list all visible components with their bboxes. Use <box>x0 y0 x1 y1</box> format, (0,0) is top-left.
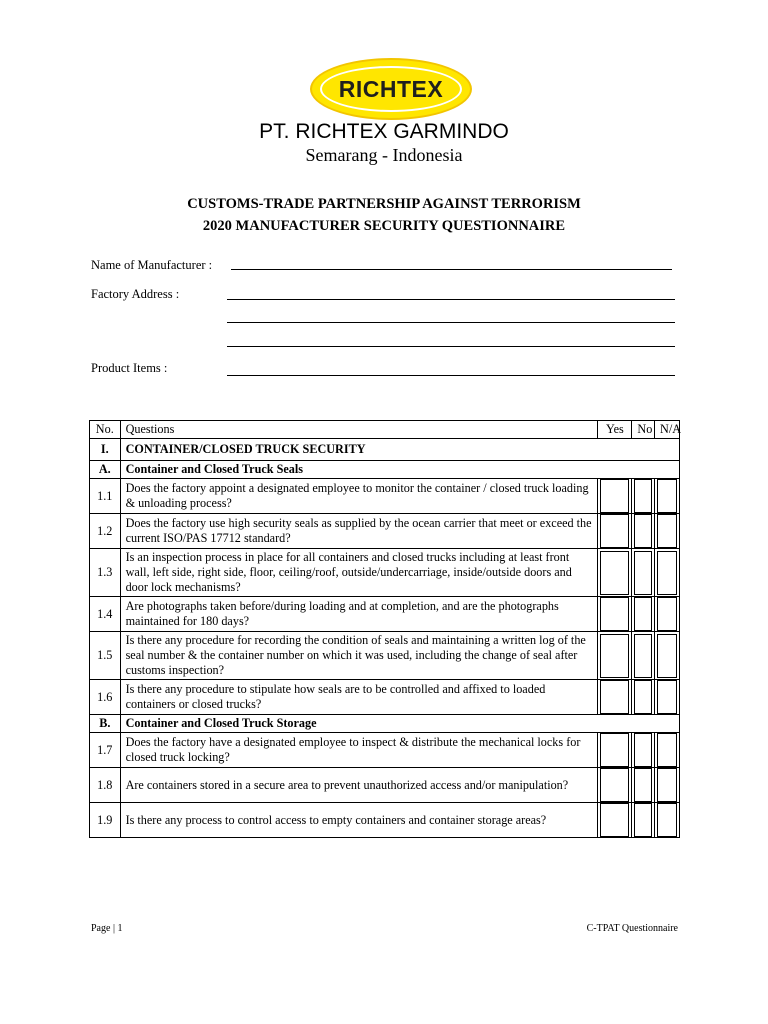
subsection-number: B. <box>90 715 121 733</box>
document-title-line1: CUSTOMS-TRADE PARTNERSHIP AGAINST TERRORISM <box>187 196 581 212</box>
na-checkbox[interactable] <box>655 768 680 803</box>
question-row <box>90 514 680 549</box>
document-footer-name: C-TPAT Questionnaire <box>586 923 678 934</box>
question-number: 1.2 <box>90 514 121 549</box>
company-location: Semarang - Indonesia <box>305 145 463 165</box>
yes-checkbox[interactable] <box>598 597 632 632</box>
na-checkbox[interactable] <box>655 680 680 715</box>
company-logo <box>310 58 472 120</box>
yes-checkbox[interactable] <box>598 514 632 549</box>
header-no-answer: No <box>632 421 655 439</box>
question-row <box>90 680 680 715</box>
header-yes: Yes <box>598 421 632 439</box>
no-checkbox[interactable] <box>632 549 655 597</box>
yes-checkbox[interactable] <box>598 768 632 803</box>
subsection-row <box>90 715 680 733</box>
subsection-row <box>90 461 680 479</box>
product-label: Product Items : <box>91 361 168 375</box>
company-name: PT. RICHTEX GARMINDO <box>259 120 509 143</box>
questionnaire-table <box>89 420 680 838</box>
question-number: 1.7 <box>90 733 121 768</box>
no-checkbox[interactable] <box>632 768 655 803</box>
question-row <box>90 733 680 768</box>
question-text: Are containers stored in a secure area to prevent unauthorized access and/or manipulation? <box>120 768 598 803</box>
question-number: 1.8 <box>90 768 121 803</box>
subsection-title: Container and Closed Truck Seals <box>120 461 679 479</box>
section-title: CONTAINER/CLOSED TRUCK SECURITY <box>120 439 679 461</box>
no-checkbox[interactable] <box>632 803 655 838</box>
page-number: Page | 1 <box>91 923 123 934</box>
no-checkbox[interactable] <box>632 733 655 768</box>
na-checkbox[interactable] <box>655 733 680 768</box>
na-checkbox[interactable] <box>655 549 680 597</box>
na-checkbox[interactable] <box>655 632 680 680</box>
no-checkbox[interactable] <box>632 597 655 632</box>
manufacturer-field[interactable] <box>231 269 672 270</box>
yes-checkbox[interactable] <box>598 549 632 597</box>
question-number: 1.9 <box>90 803 121 838</box>
address-field-line2[interactable] <box>227 322 675 323</box>
question-row <box>90 479 680 514</box>
address-label: Factory Address : <box>91 287 180 301</box>
product-field[interactable] <box>227 375 675 376</box>
subsection-title: Container and Closed Truck Storage <box>120 715 679 733</box>
question-row <box>90 803 680 838</box>
question-number: 1.4 <box>90 597 121 632</box>
section-number: I. <box>90 439 121 461</box>
subsection-number: A. <box>90 461 121 479</box>
header-na: N/A <box>655 421 680 439</box>
question-row <box>90 768 680 803</box>
question-number: 1.3 <box>90 549 121 597</box>
table-header-row <box>90 421 680 439</box>
question-text: Does the factory have a designated employee to inspect & distribute the mechanical locks for closed truck locking? <box>120 733 598 768</box>
question-text: Is there any procedure for recording the condition of seals and maintaining a written log of the seal number & the container number on which it was used, including the change of seal after customs inspection? <box>120 632 598 680</box>
question-text: Is there any process to control access to empty containers and container storage areas? <box>120 803 598 838</box>
yes-checkbox[interactable] <box>598 733 632 768</box>
yes-checkbox[interactable] <box>598 680 632 715</box>
na-checkbox[interactable] <box>655 597 680 632</box>
address-field-line1[interactable] <box>227 299 675 300</box>
na-checkbox[interactable] <box>655 479 680 514</box>
no-checkbox[interactable] <box>632 632 655 680</box>
question-number: 1.5 <box>90 632 121 680</box>
manufacturer-label: Name of Manufacturer : <box>91 258 213 272</box>
question-row <box>90 549 680 597</box>
question-text: Does the factory use high security seals as supplied by the ocean carrier that meet or exceed the current ISO/PAS 17712 standard? <box>120 514 598 549</box>
logo-text: RICHTEX <box>338 75 444 102</box>
address-field-line3[interactable] <box>227 346 675 347</box>
section-row <box>90 439 680 461</box>
logo-inner-ring <box>320 66 462 112</box>
question-text: Is there any procedure to stipulate how seals are to be controlled and affixed to loaded containers or closed trucks? <box>120 680 598 715</box>
no-checkbox[interactable] <box>632 479 655 514</box>
no-checkbox[interactable] <box>632 514 655 549</box>
header-no: No. <box>90 421 121 439</box>
question-text: Is an inspection process in place for all containers and closed trucks including at least front wall, left side, right side, floor, ceiling/roof, outside/undercarriage, inside/outside doors and door lock mechanisms? <box>120 549 598 597</box>
question-row <box>90 597 680 632</box>
question-number: 1.1 <box>90 479 121 514</box>
na-checkbox[interactable] <box>655 514 680 549</box>
question-number: 1.6 <box>90 680 121 715</box>
header-questions: Questions <box>120 421 598 439</box>
question-row <box>90 632 680 680</box>
yes-checkbox[interactable] <box>598 632 632 680</box>
yes-checkbox[interactable] <box>598 479 632 514</box>
question-text: Are photographs taken before/during loading and at completion, and are the photographs maintained for 180 days? <box>120 597 598 632</box>
question-text: Does the factory appoint a designated employee to monitor the container / closed truck loading & unloading process? <box>120 479 598 514</box>
no-checkbox[interactable] <box>632 680 655 715</box>
document-title-line2: 2020 MANUFACTURER SECURITY QUESTIONNAIRE <box>202 218 566 234</box>
yes-checkbox[interactable] <box>598 803 632 838</box>
na-checkbox[interactable] <box>655 803 680 838</box>
